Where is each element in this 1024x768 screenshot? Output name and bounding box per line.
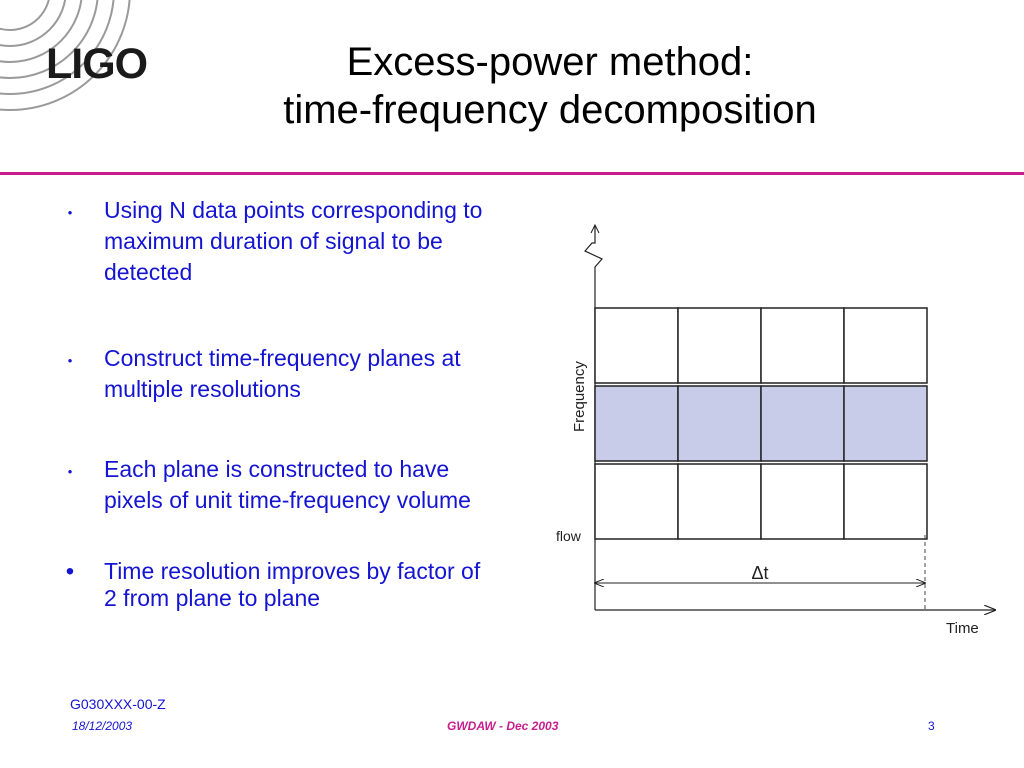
grid-pixel [844,464,927,539]
bullet-dot-icon: • [67,464,73,479]
document-id: G030XXX-00-Z [70,696,166,712]
bullet-item [60,454,490,516]
bullet-text: Using N data points corresponding to maximum duration of signal to be detected [104,197,483,285]
grid-pixel [595,308,678,383]
bullet-item [60,343,490,405]
grid-pixel [761,308,844,383]
title-line-1: Excess-power method: [346,40,754,84]
footer-conference: GWDAW - Dec 2003 [447,719,559,733]
ligo-logo [0,0,200,130]
logo-text: LIGO [46,40,148,88]
highlighted-pixel [678,386,761,461]
grid-pixel [595,464,678,539]
bullet-text: Construct time-frequency planes at multiple resolutions [104,345,461,402]
highlighted-pixel [595,386,678,461]
title-line-2: time-frequency decomposition [283,88,817,132]
highlighted-pixel [761,386,844,461]
bullet-text: Each plane is constructed to have pixels of unit time-frequency volume [104,456,471,513]
slide-title [200,38,900,134]
bullet-dot-icon: • [65,558,75,585]
time-frequency-diagram [540,215,1010,645]
bullet-dot-icon: • [67,353,73,368]
flow-label: flow [556,528,581,544]
grid-pixel [844,308,927,383]
x-axis-label: Time [946,620,979,637]
grid-pixel [678,308,761,383]
title-divider [0,172,1024,175]
bullet-dot-icon: • [67,205,73,220]
page-number: 3 [928,719,935,733]
bullet-text: Time resolution improves by factor of 2 from plane to plane [104,558,481,611]
footer-date: 18/12/2003 [72,719,133,733]
grid-pixel [761,464,844,539]
delta-t-label: Δt [751,563,769,583]
bullet-item [60,558,490,612]
y-axis-label: Frequency [571,361,588,432]
bullet-item [60,195,490,288]
pixel-grid [595,308,927,539]
grid-pixel [678,464,761,539]
highlighted-pixel [844,386,927,461]
bullet-list [60,195,490,612]
